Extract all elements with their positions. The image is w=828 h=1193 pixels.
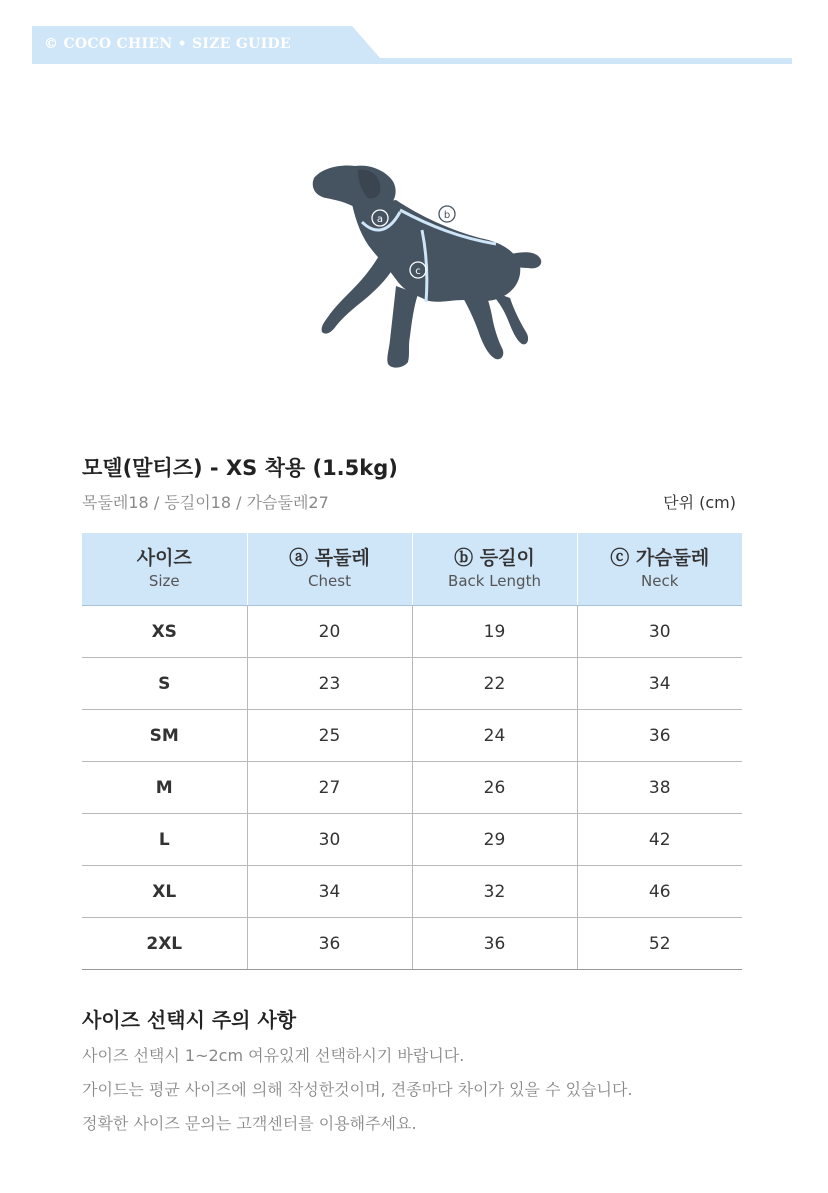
table-row <box>82 658 742 710</box>
header-label-ko: 사이즈 <box>136 547 192 569</box>
cell-back-length: 19 <box>412 606 577 658</box>
table-row <box>82 710 742 762</box>
cell-neck: 34 <box>247 866 412 918</box>
model-title: 모델(말티즈) - XS 착용 (1.5kg) <box>82 456 398 480</box>
header-neck <box>247 533 412 606</box>
header-banner <box>32 26 792 68</box>
cell-neck: 30 <box>247 814 412 866</box>
dog-measurement-diagram <box>300 150 550 375</box>
svg-text:b: b <box>443 210 451 221</box>
header-label-en: Back Length <box>448 572 541 590</box>
svg-text:c: c <box>415 266 421 277</box>
header-size <box>82 533 247 606</box>
header-label-ko: ⓑ 등길이 <box>454 547 535 569</box>
cell-back-length: 26 <box>412 762 577 814</box>
note-line: 사이즈 선택시 1~2cm 여유있게 선택하시기 바랍니다. <box>82 1046 465 1065</box>
cell-chest: 42 <box>577 814 742 866</box>
cell-back-length: 36 <box>412 918 577 970</box>
cell-chest: 52 <box>577 918 742 970</box>
cell-chest: 46 <box>577 866 742 918</box>
dog-silhouette-icon <box>300 150 550 375</box>
model-measurements: 목둘레18 / 등길이18 / 가슴둘레27 <box>82 493 329 512</box>
cell-neck: 20 <box>247 606 412 658</box>
note-line: 정확한 사이즈 문의는 고객센터를 이용해주세요. <box>82 1114 417 1133</box>
header-back-length <box>412 533 577 606</box>
table-row <box>82 762 742 814</box>
table-row <box>82 606 742 658</box>
cell-size: S <box>82 658 247 710</box>
table-row <box>82 918 742 970</box>
notes-title: 사이즈 선택시 주의 사항 <box>82 1008 297 1032</box>
cell-size: XL <box>82 866 247 918</box>
header-label-en: Size <box>148 572 180 590</box>
header-label-ko: ⓒ 가슴둘레 <box>610 547 710 569</box>
cell-neck: 23 <box>247 658 412 710</box>
cell-back-length: 32 <box>412 866 577 918</box>
cell-back-length: 24 <box>412 710 577 762</box>
header-chest <box>577 533 742 606</box>
banner-title: © COCO CHIEN • SIZE GUIDE <box>44 36 291 52</box>
table-row <box>82 814 742 866</box>
table-header-row <box>82 533 742 606</box>
cell-neck: 25 <box>247 710 412 762</box>
cell-back-length: 29 <box>412 814 577 866</box>
cell-size: SM <box>82 710 247 762</box>
cell-chest: 34 <box>577 658 742 710</box>
unit-label: 단위 (cm) <box>663 493 736 512</box>
size-table <box>82 533 742 970</box>
cell-size: M <box>82 762 247 814</box>
cell-chest: 38 <box>577 762 742 814</box>
cell-size: L <box>82 814 247 866</box>
header-label-ko: ⓐ 목둘레 <box>289 547 370 569</box>
cell-size: 2XL <box>82 918 247 970</box>
cell-chest: 30 <box>577 606 742 658</box>
table-row <box>82 866 742 918</box>
header-label-en: Chest <box>308 572 351 590</box>
svg-text:a: a <box>376 214 384 225</box>
cell-chest: 36 <box>577 710 742 762</box>
cell-size: XS <box>82 606 247 658</box>
cell-back-length: 22 <box>412 658 577 710</box>
header-label-en: Neck <box>641 572 679 590</box>
cell-neck: 36 <box>247 918 412 970</box>
cell-neck: 27 <box>247 762 412 814</box>
note-line: 가이드는 평균 사이즈에 의해 작성한것이며, 견종마다 차이가 있을 수 있습니다. <box>82 1080 633 1099</box>
